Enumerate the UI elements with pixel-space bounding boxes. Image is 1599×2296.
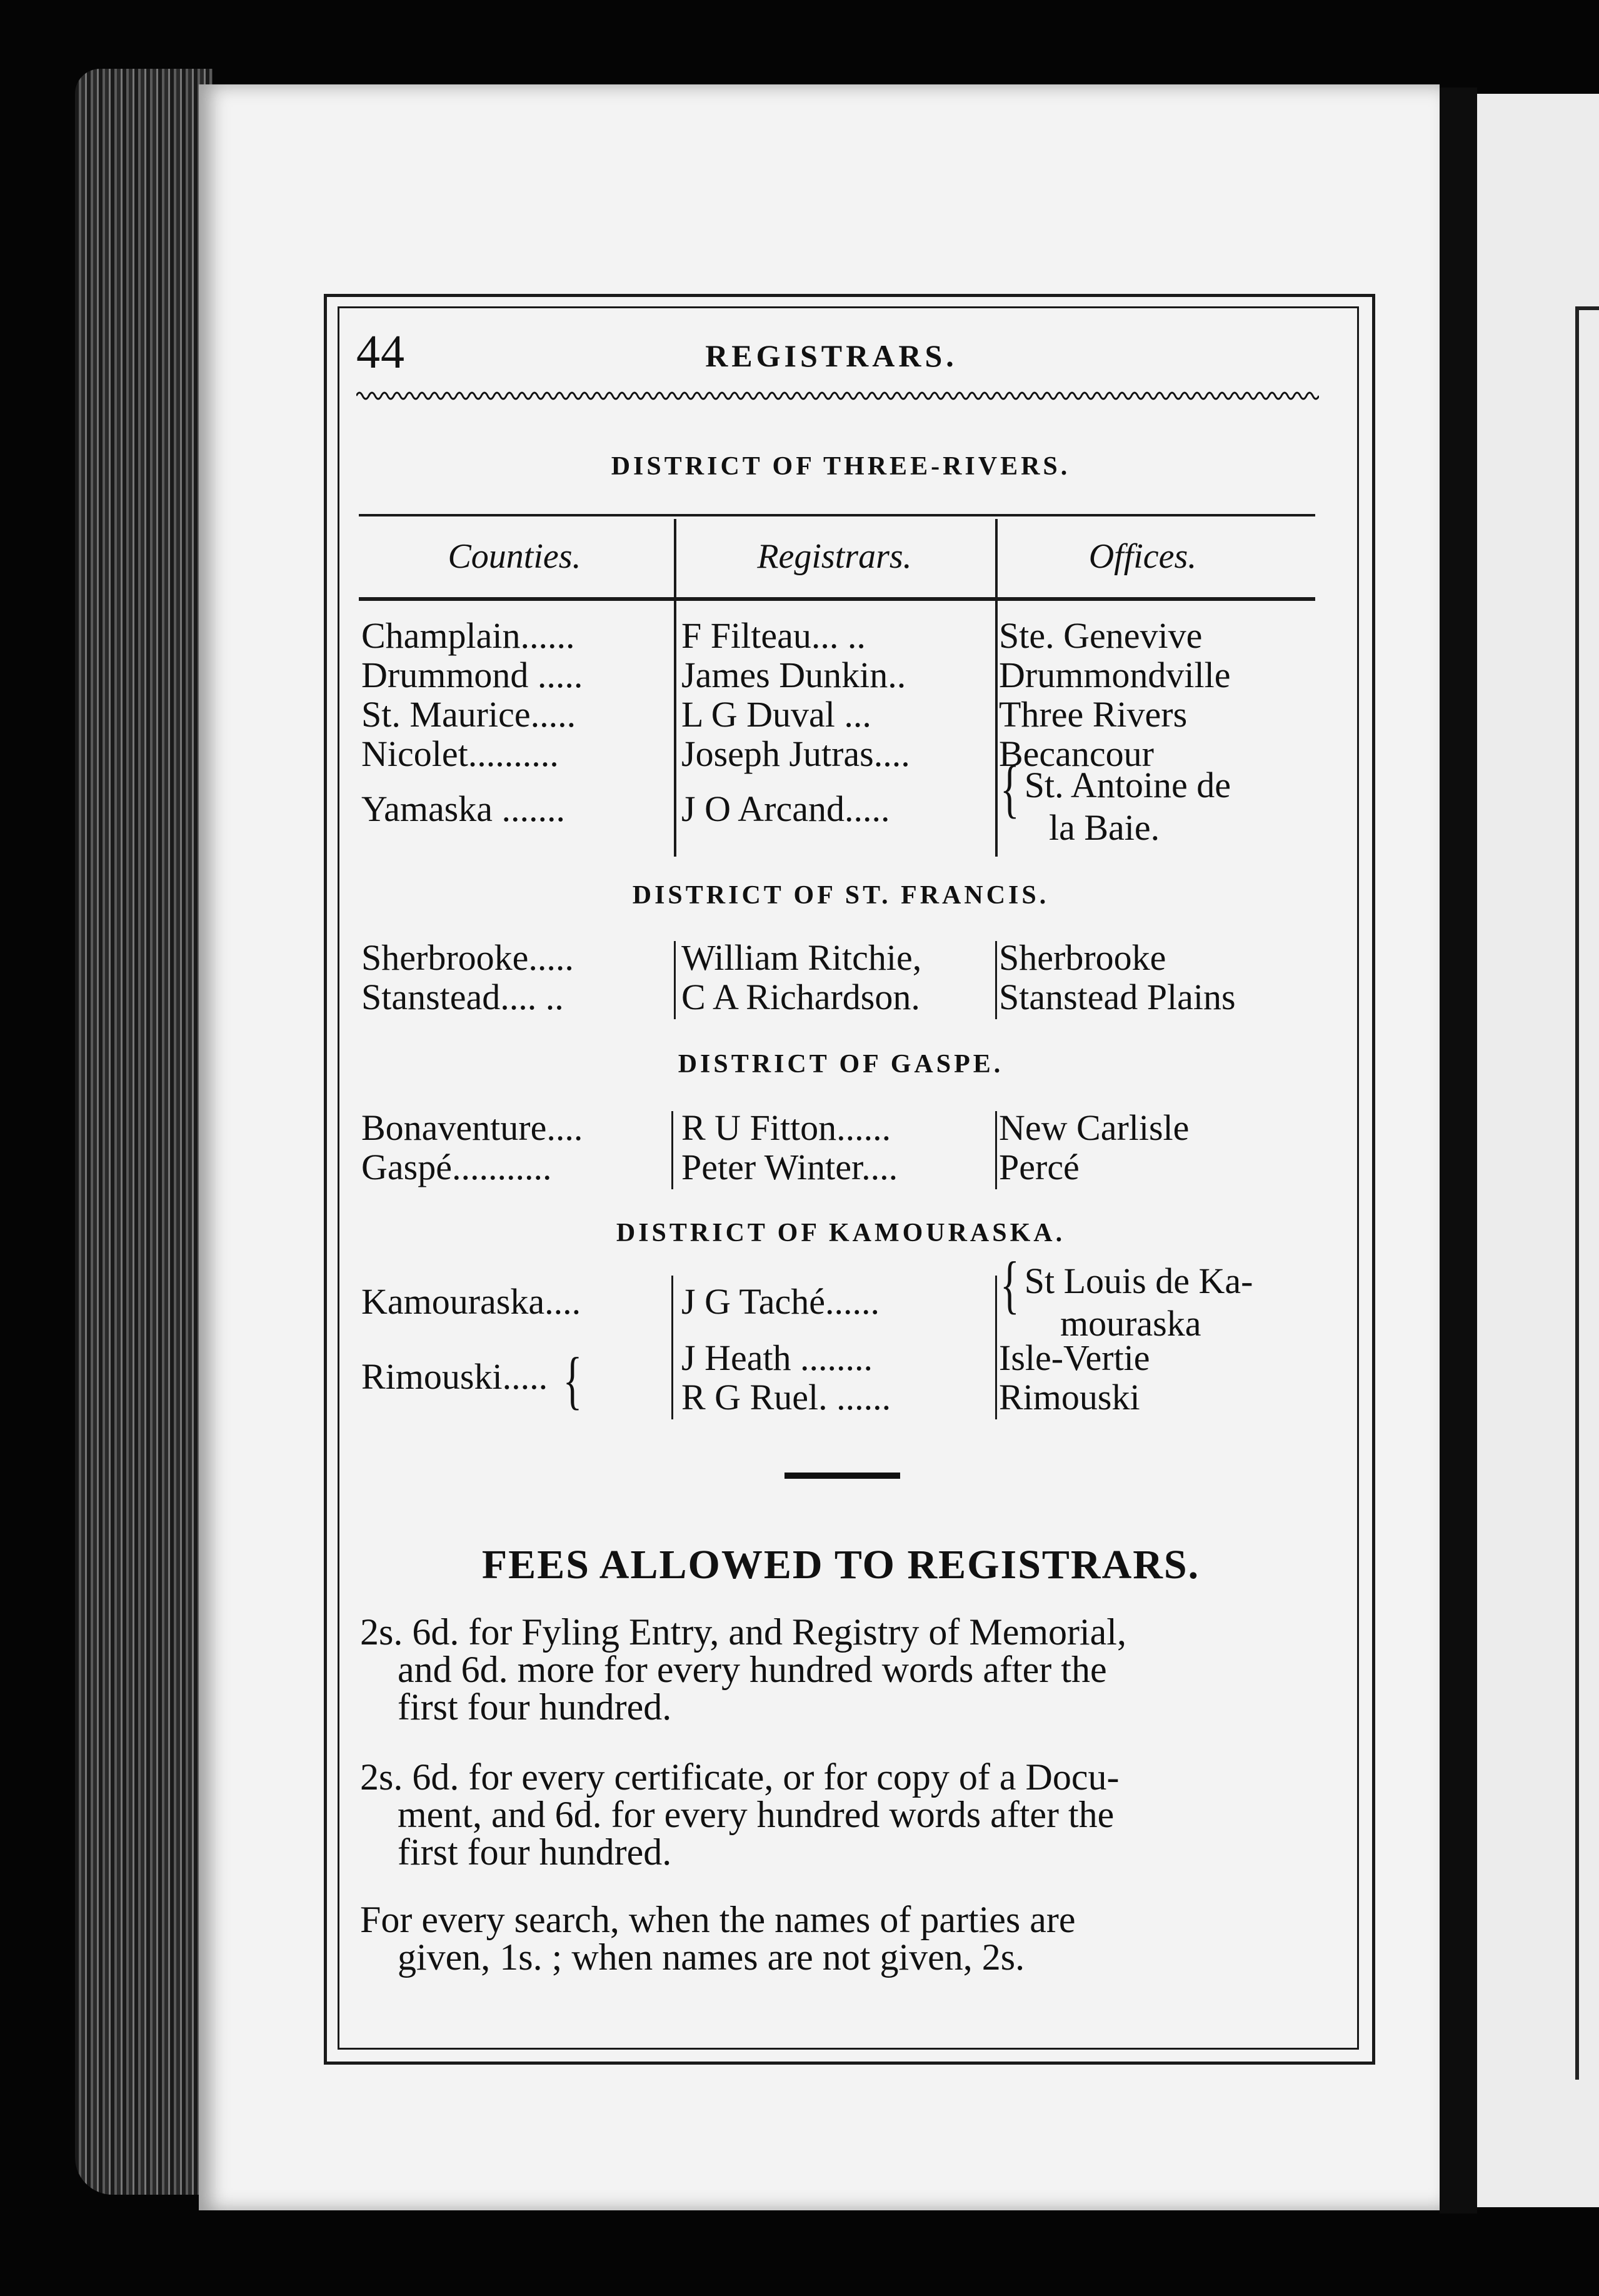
office-cell-multiline [1000, 1249, 1253, 1344]
registrar-cell: L G Duval ... [681, 695, 871, 735]
office-cell: Percé [999, 1147, 1080, 1187]
registrar-cell: J Heath ........ [681, 1338, 873, 1378]
fee-line: 2s. 6d. for every certificate, or for copy of a Docu- [360, 1756, 1120, 1798]
column-divider [674, 941, 676, 1019]
county-cell: Yamaska ....... [361, 789, 565, 829]
county-cell: Drummond ..... [361, 655, 583, 695]
county-cell: Sherbrooke..... [361, 938, 574, 978]
fee-line: first four hundred. [398, 1686, 672, 1728]
wavy-rule [356, 388, 1319, 404]
facing-page-frame [1575, 306, 1599, 2080]
column-divider [995, 1111, 997, 1189]
fee-paragraph [360, 1758, 1323, 1871]
county-cell: Bonaventure.... [361, 1108, 583, 1148]
brace-glyph: { [1000, 1249, 1020, 1320]
county-cell: St. Maurice..... [361, 695, 576, 735]
registrar-cell: R G Ruel. ...... [681, 1377, 891, 1417]
column-divider [671, 1276, 673, 1419]
district-title: DISTRICT OF ST. FRANCIS. [632, 881, 1050, 910]
table-row [361, 1147, 1336, 1187]
office-line: mouraska [1060, 1302, 1201, 1344]
registrar-cell: J O Arcand..... [681, 789, 890, 829]
book-page-edges [75, 69, 213, 2195]
county-cell: Kamouraska.... [361, 1282, 581, 1322]
registrar-cell: F Filteau... .. [681, 616, 866, 656]
table-row [361, 938, 1336, 978]
running-head: REGISTRARS. [705, 338, 958, 373]
book-gutter [1440, 88, 1477, 2213]
office-cell: Rimouski [999, 1377, 1140, 1417]
county-cell: Rimouski..... [361, 1356, 548, 1397]
registrar-cell: William Ritchie, [681, 938, 922, 978]
office-cell: Isle-Vertie [999, 1338, 1150, 1378]
brace-glyph: { [1000, 753, 1020, 824]
office-line: St Louis de Ka- [1024, 1261, 1253, 1301]
registrar-cell: C A Richardson. [681, 977, 920, 1017]
office-cell: New Carlisle [999, 1108, 1190, 1148]
fee-line: 2s. 6d. for Fyling Entry, and Registry of Memorial, [360, 1611, 1126, 1653]
table-row [361, 1108, 1336, 1148]
office-cell: Sherbrooke [999, 938, 1166, 978]
office-line: St. Antoine de [1024, 765, 1231, 805]
header-rule [359, 597, 1315, 601]
fee-line: and 6d. more for every hundred words after the [398, 1649, 1107, 1690]
table-top-rule [359, 514, 1315, 516]
brace-glyph: { [563, 1344, 583, 1416]
district-title: DISTRICT OF KAMOURASKA. [616, 1219, 1066, 1247]
office-cell: Ste. Genevive [999, 616, 1203, 656]
section-divider [784, 1473, 900, 1479]
table-row [361, 1338, 1336, 1378]
office-cell: Three Rivers [999, 695, 1188, 735]
registrar-cell: Peter Winter.... [681, 1147, 898, 1187]
column-divider [995, 1276, 997, 1419]
table-row [361, 616, 1336, 656]
fee-line: ment, and 6d. for every hundred words after the [398, 1794, 1115, 1835]
office-cell: Becancour [999, 734, 1154, 774]
office-cell: Stanstead Plains [999, 977, 1236, 1017]
district-title: DISTRICT OF GASPE. [678, 1050, 1004, 1079]
county-cell: Champlain...... [361, 616, 575, 656]
fee-line: first four hundred. [398, 1831, 672, 1873]
county-cell: Stanstead.... .. [361, 977, 564, 1017]
table-row [361, 655, 1336, 695]
header-counties: Counties. [448, 537, 581, 576]
table-row [361, 977, 1336, 1017]
office-cell: Drummondville [999, 655, 1231, 695]
fee-line: For every search, when the names of parties are [360, 1899, 1076, 1940]
fee-paragraph [360, 1613, 1323, 1726]
table-row [361, 695, 1336, 735]
county-cell: Gaspé........... [361, 1147, 552, 1187]
header-registrars: Registrars. [757, 537, 912, 576]
fees-title: FEES ALLOWED TO REGISTRARS. [481, 1542, 1200, 1588]
fee-line: given, 1s. ; when names are not given, 2s. [398, 1936, 1025, 1978]
column-divider [671, 1111, 673, 1189]
page-number: 44 [356, 326, 405, 378]
registrar-cell: Joseph Jutras.... [681, 734, 910, 774]
county-cell: Nicolet.......... [361, 734, 559, 774]
registrar-cell: James Dunkin.. [681, 655, 906, 695]
registrar-cell: R U Fitton...... [681, 1108, 891, 1148]
header-offices: Offices. [1088, 537, 1197, 576]
registrar-cell: J G Taché...... [681, 1282, 880, 1322]
district-title: DISTRICT OF THREE-RIVERS. [611, 452, 1071, 481]
fee-paragraph [360, 1901, 1323, 1976]
office-line: la Baie. [1049, 807, 1160, 848]
column-divider [995, 941, 997, 1019]
table-row [361, 1377, 1336, 1417]
